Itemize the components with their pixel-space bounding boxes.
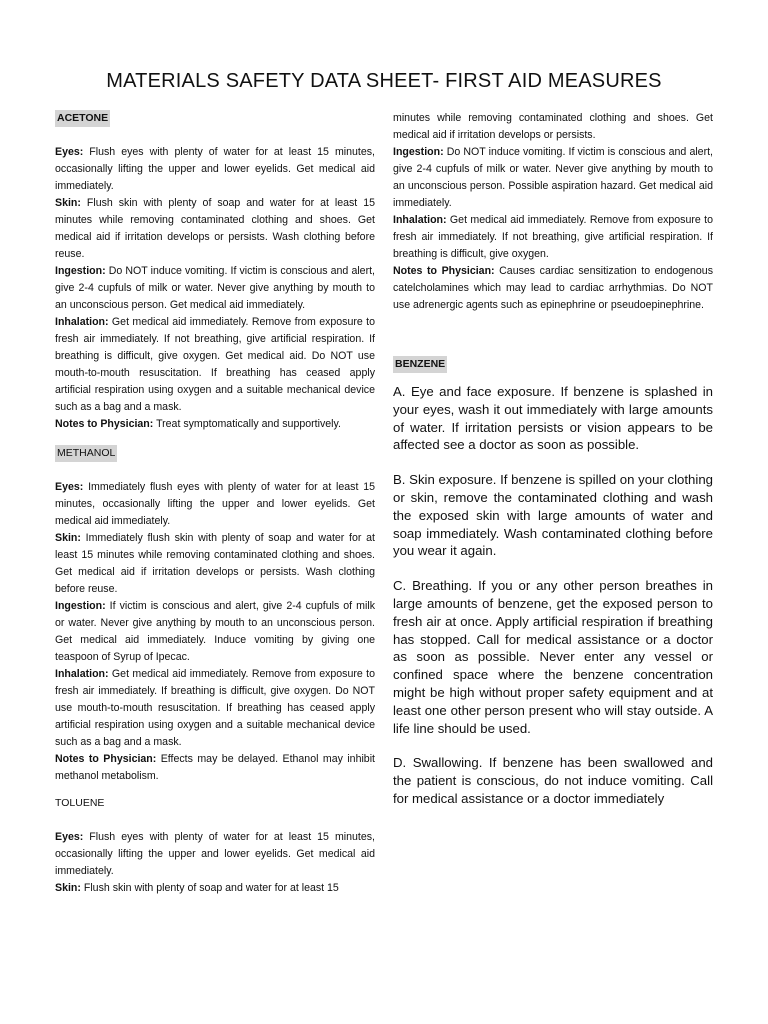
- benzene-eye-exposure: A. Eye and face exposure. If benzene is splashed in your eyes, wash it out immediately with large amounts of water. If irritation persists or vision appears to be affected see a doctor as soon as possible.: [393, 384, 713, 453]
- entry-label: Skin:: [55, 197, 81, 209]
- entry-text: Flush eyes with plenty of water for at least 15 minutes, occasionally lifting the upper and lower eyelids. Get medical aid immediately.: [55, 146, 375, 192]
- acetone-skin: [55, 195, 375, 263]
- acetone-ingestion: [55, 263, 375, 314]
- entry-text: Flush skin with plenty of soap and water for at least 15 minutes while removing contaminated clothing and shoes. Get medical aid if irritation develops or persists. Wash clothing before reuse.: [55, 197, 375, 260]
- section-heading-benzene: BENZENE: [393, 356, 447, 373]
- entry-label: Ingestion:: [55, 600, 106, 612]
- entry-text: Do NOT induce vomiting. If victim is conscious and alert, give 2-4 cupfuls of milk or water. Never give anything by mouth to an unconscious person. Possible aspiration hazard. Get medical aid immediately.: [393, 146, 713, 209]
- methanol-inhalation: [55, 666, 375, 751]
- toluene-ingestion: [393, 144, 713, 212]
- methanol-notes: [55, 751, 375, 785]
- entry-text: Effects may be delayed. Ethanol may inhibit methanol metabolism.: [55, 753, 376, 782]
- entry-text: Causes cardiac sensitization to endogenous catelcholamines which may lead to cardiac arrhythmias. Do NOT use adrenergic agents such as epinephrine or pseudoepinephrine.: [393, 265, 713, 311]
- benzene-swallowing: D. Swallowing. If benzene has been swallowed and the patient is conscious, do not induce vomiting. Call for medical assistance or a doctor immediately: [393, 755, 713, 806]
- acetone-eyes: [55, 144, 375, 195]
- entry-label: Inhalation:: [393, 214, 447, 226]
- toluene-section: [55, 795, 375, 897]
- entry-label: Eyes:: [55, 481, 84, 493]
- section-heading-acetone: ACETONE: [55, 110, 110, 127]
- methanol-skin: [55, 530, 375, 598]
- left-column: [55, 110, 375, 906]
- methanol-eyes: [55, 479, 375, 530]
- entry-text: Get medical aid immediately. Remove from exposure to fresh air immediately. If not breathing, give artificial respiration. If breathing is difficult, give oxygen. Get medical aid. Do NOT use mouth-to-mouth resuscitation. If breathing has ceased apply artificial respiration using oxygen and a suitable mechanical device such as a bag and a mask.: [55, 316, 375, 413]
- entry-text: Immediately flush eyes with plenty of water for at least 15 minutes, occasionally lifting the upper and lower eyelids. Get medical aid immediately.: [55, 481, 375, 527]
- entry-label: Inhalation:: [55, 316, 109, 328]
- acetone-inhalation: [55, 314, 375, 416]
- entry-text: If victim is conscious and alert, give 2-4 cupfuls of milk or water. Never give anything by mouth to an unconscious person. Get medical aid immediately. Induce vomiting by giving one teaspoon of Syrup of Ipecac.: [55, 600, 375, 663]
- right-column: [393, 110, 713, 825]
- entry-label: Skin:: [55, 882, 81, 894]
- methanol-section: [55, 445, 375, 785]
- toluene-notes: [393, 263, 713, 314]
- methanol-ingestion: [55, 598, 375, 666]
- entry-text: Get medical aid immediately. Remove from exposure to fresh air immediately. If not breathing, give artificial respiration. If breathing is difficult, give oxygen.: [393, 214, 713, 260]
- entry-label: Notes to Physician:: [55, 753, 157, 765]
- benzene-skin-exposure: B. Skin exposure. If benzene is spilled on your clothing or skin, remove the contaminated clothing and wash the exposed skin with large amounts of water and soap immediately. Wash contaminated clothing before you wear it again.: [393, 472, 713, 559]
- entry-text: Flush eyes with plenty of water for at least 15 minutes, occasionally lifting the upper and lower eyelids. Get medical aid immediately.: [55, 831, 375, 877]
- acetone-section: [55, 110, 375, 433]
- toluene-inhalation: [393, 212, 713, 263]
- section-heading-methanol: METHANOL: [55, 445, 117, 462]
- acetone-notes: [55, 416, 375, 433]
- entry-label: Inhalation:: [55, 668, 109, 680]
- benzene-breathing: C. Breathing. If you or any other person breathes in large amounts of benzene, get the exposed person to fresh air at once. Apply artificial respiration if breathing has stopped. Call for medical assistance or a doctor as soon as possible. Never enter any vessel or confined space where the benzene concentration might be high without proper safety equipment and at least one other person present who will stay outside. A life line should be used.: [393, 578, 713, 736]
- entry-text: Get medical aid immediately. Remove from exposure to fresh air immediately. If breathing is difficult, give oxygen. Do NOT use mouth-to-mouth resuscitation. If breathing has ceased apply artificial respiration using oxygen and a suitable mechanical device such as a bag and a mask.: [55, 668, 375, 748]
- entry-text: Immediately flush skin with plenty of soap and water for at least 15 minutes while removing contaminated clothing and shoes. Get medical aid if irritation develops or persists. Wash clothing before reuse.: [55, 532, 375, 595]
- entry-text: Do NOT induce vomiting. If victim is conscious and alert, give 2-4 cupfuls of milk or water. Never give anything by mouth to an unconscious person. Get medical aid immediately.: [55, 265, 375, 311]
- entry-text: Flush skin with plenty of soap and water for at least 15: [80, 882, 339, 894]
- entry-label: Notes to Physician:: [55, 418, 154, 430]
- entry-label: Eyes:: [55, 831, 84, 843]
- entry-label: Skin:: [55, 532, 81, 544]
- toluene-skin-continued: minutes while removing contaminated clothing and shoes. Get medical aid if irritation develops or persists.: [393, 112, 713, 141]
- benzene-section: [393, 356, 713, 808]
- toluene-eyes: [55, 829, 375, 880]
- section-heading-toluene: TOLUENE: [55, 797, 105, 809]
- page-title: MATERIALS SAFETY DATA SHEET- FIRST AID MEASURES: [106, 70, 662, 92]
- toluene-skin: [55, 880, 375, 897]
- entry-label: Eyes:: [55, 146, 84, 158]
- entry-text: Treat symptomatically and supportively.: [153, 418, 341, 430]
- entry-label: Ingestion:: [55, 265, 106, 277]
- entry-label: Ingestion:: [393, 146, 444, 158]
- entry-label: Notes to Physician:: [393, 265, 495, 277]
- spacer: [393, 314, 713, 356]
